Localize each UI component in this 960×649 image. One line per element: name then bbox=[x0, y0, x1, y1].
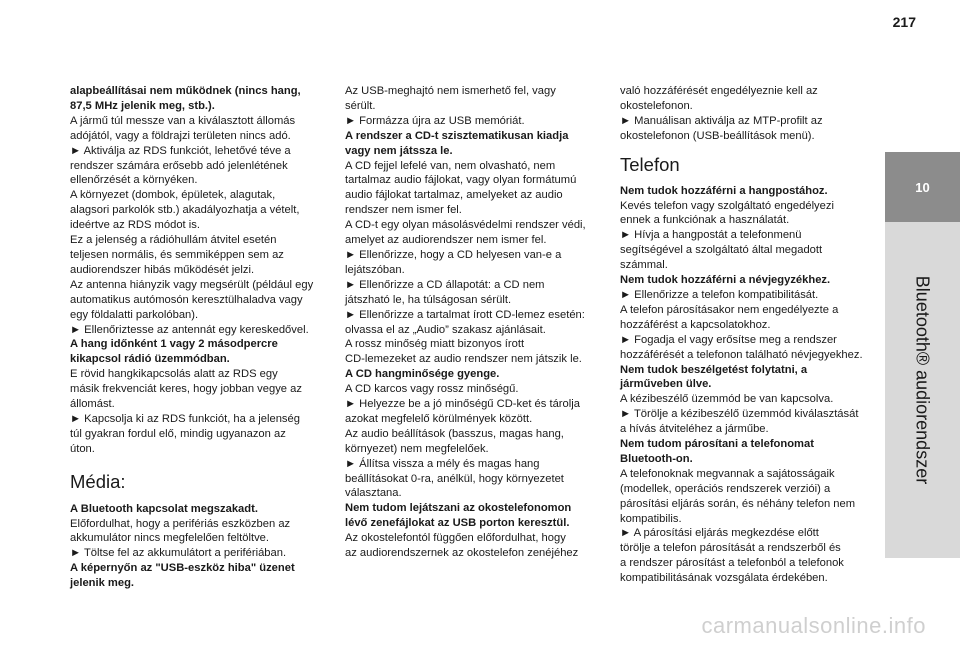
col1-lines-a bbox=[70, 84, 338, 457]
text-line: vagy nem játssza le. bbox=[345, 144, 453, 157]
text-line: Az okostelefontól függően előfordulhat, hogy bbox=[345, 532, 566, 545]
col1-lines-b bbox=[70, 502, 338, 591]
text-line: ► Ellenőrizze a telefon kompatibilitását. bbox=[620, 288, 819, 301]
column-2 bbox=[345, 84, 605, 561]
text-line: hozzáférését a telefonon található névjegyekhez. bbox=[620, 348, 863, 361]
text-line: rendszer számára erősebb adó jelenlétének bbox=[70, 159, 288, 172]
text-line: A CD fejjel lefelé van, nem olvasható, nem bbox=[345, 159, 556, 172]
text-line: Nem tudom lejátszani az okostelefonomon bbox=[345, 502, 572, 515]
text-line: Nem tudom párosítani a telefonomat bbox=[620, 438, 814, 451]
text-line: párosítási eljárás során, és néhány telefon nem bbox=[620, 497, 856, 510]
column-3 bbox=[620, 84, 876, 586]
text-line: járműveben ülve. bbox=[620, 378, 712, 391]
text-line: ideértve az RDS módot is. bbox=[70, 219, 200, 232]
text-line: audiorendszer hibás működését jelzi. bbox=[70, 263, 255, 276]
text-line: állomást. bbox=[70, 398, 115, 411]
text-line: alagsori parkolók stb.) akadályozhatja a vételt, bbox=[70, 204, 300, 217]
text-line: ► Törölje a kézibeszélő üzemmód kiválasztását bbox=[620, 408, 859, 421]
text-line: okostelefonon (USB-beállítások menü). bbox=[620, 129, 815, 142]
text-line: ► Állítsa vissza a mély és magas hang bbox=[345, 457, 540, 470]
text-line: azokat megfelelő körülmények között. bbox=[345, 412, 533, 425]
text-line: egy földalatti parkolóban). bbox=[70, 308, 199, 321]
col3-lines-b bbox=[620, 184, 876, 586]
text-line: akkumulátor nincs megfelelően feltöltve. bbox=[70, 532, 269, 545]
text-line: ► Helyezze be a jó minőségű CD-ket és tárolja bbox=[345, 398, 580, 411]
text-line: A telefon párosításakor nem engedélyezte a bbox=[620, 303, 839, 316]
text-line: ► Ellenőrizze a CD állapotát: a CD nem bbox=[345, 278, 545, 291]
text-line: sérült. bbox=[345, 99, 376, 112]
text-line: ennek a funkciónak a használatát. bbox=[620, 214, 790, 227]
text-line: kompatibilis. bbox=[620, 512, 682, 525]
text-line: kikapcsol rádió üzemmódban. bbox=[70, 353, 230, 366]
text-line: A hang időnként 1 vagy 2 másodpercre bbox=[70, 338, 278, 351]
text-line: A Bluetooth kapcsolat megszakadt. bbox=[70, 502, 258, 515]
text-line: választana. bbox=[345, 487, 402, 500]
text-line: Nem tudok hozzáférni a névjegyzékhez. bbox=[620, 274, 831, 287]
text-line: hozzáférést a kapcsolatokhoz. bbox=[620, 318, 771, 331]
text-line: ► Hívja a hangpostát a telefonmenü bbox=[620, 229, 802, 242]
text-line: A rendszer a CD-t szisztematikusan kiadja bbox=[345, 129, 569, 142]
text-line: A telefonoknak megvannak a sajátosságaik bbox=[620, 467, 835, 480]
text-line: túl gyakran fordul elő, mindig ugyanazon az bbox=[70, 427, 286, 440]
text-line: környezet) nem megfelelőek. bbox=[345, 442, 489, 455]
text-line: Bluetooth-on. bbox=[620, 452, 693, 465]
chapter-number-box: 10 bbox=[885, 152, 960, 222]
text-line: ► Ellenőriztesse az antennát egy kereskedővel. bbox=[70, 323, 309, 336]
text-line: A rossz minőség miatt bizonyos írott bbox=[345, 338, 525, 351]
text-line: A jármű túl messze van a kiválasztott állomás bbox=[70, 114, 296, 127]
text-line: jelenik meg. bbox=[70, 577, 135, 590]
text-line: adójától, vagy a földrajzi területen nincs adó. bbox=[70, 129, 291, 142]
text-line: ► Ellenőrizze a tartalmat írott CD-lemez esetén: bbox=[345, 308, 585, 321]
text-line: törölje a telefon párosítását a rendszerből és bbox=[620, 542, 841, 555]
text-line: A CD-t egy olyan másolásvédelmi rendszer védi, bbox=[345, 219, 586, 232]
text-line: ► Manuálisan aktiválja az MTP-profilt az bbox=[620, 114, 823, 127]
text-line: játszható le, ha túlságosan sérült. bbox=[345, 293, 512, 306]
text-line: úton. bbox=[70, 442, 95, 455]
text-line: Az audio beállítások (basszus, magas hang, bbox=[345, 427, 564, 440]
text-line: ellenőrzését a környéken. bbox=[70, 174, 198, 187]
text-line: segítségével a szolgáltató által megadott bbox=[620, 244, 823, 257]
text-line: ► Aktiválja az RDS funkciót, lehetővé téve a bbox=[70, 144, 291, 157]
text-line: A kézibeszélő üzemmód be van kapcsolva. bbox=[620, 393, 834, 406]
text-line: a rendszer párosítást a telefonból a telefonok bbox=[620, 557, 844, 570]
text-line: A környezet (dombok, épületek, alagutak, bbox=[70, 189, 276, 202]
section-title-telefon: Telefon bbox=[620, 153, 680, 175]
text-line: beállításokat 0-ra, anélkül, hogy környezetet bbox=[345, 472, 564, 485]
text-line: CD-lemezeket az audio rendszer nem játszik le. bbox=[345, 353, 582, 366]
text-line: ► Töltse fel az akkumulátort a perifériában. bbox=[70, 547, 287, 560]
text-line: kompatibilitásának vozsgálata érdekében. bbox=[620, 572, 828, 585]
chapter-title: Bluetooth® audiorendszer bbox=[912, 275, 933, 485]
text-line: ► Ellenőrizze, hogy a CD helyesen van-e a bbox=[345, 248, 562, 261]
text-line: alapbeállításai nem működnek (nincs hang, bbox=[70, 85, 301, 97]
text-line: A CD hangminősége gyenge. bbox=[345, 368, 500, 381]
text-line: ► A párosítási eljárás megkezdése előtt bbox=[620, 527, 819, 540]
text-line: okostelefonon. bbox=[620, 99, 693, 112]
section-title-media: Média: bbox=[70, 470, 126, 492]
text-line: E rövid hangkikapcsolás alatt az RDS egy bbox=[70, 368, 278, 381]
text-line: Az antenna hiányzik vagy megsérült (például egy bbox=[70, 278, 314, 291]
page-number: 217 bbox=[892, 14, 916, 30]
text-line: az audiorendszernek az okostelefon zenéjéhez bbox=[345, 547, 579, 560]
text-line: olvassa el az „Audio” szakasz ajánlásait. bbox=[345, 323, 546, 336]
text-line: tartalmaz audio fájlokat, vagy olyan formátumú bbox=[345, 174, 577, 187]
text-line: a hívás átviteléhez a járműbe. bbox=[620, 423, 769, 436]
text-line: ► Fogadja el vagy erősítse meg a rendszer bbox=[620, 333, 837, 346]
text-line: lévő zenefájlokat az USB porton keresztül. bbox=[345, 517, 570, 530]
text-line: Az USB-meghajtó nem ismerhető fel, vagy bbox=[345, 85, 556, 97]
text-line: ► Formázza újra az USB memóriát. bbox=[345, 114, 525, 127]
col2-lines bbox=[345, 84, 605, 561]
text-line: Nem tudok beszélgetést folytatni, a bbox=[620, 363, 808, 376]
watermark: carmanualsonline.info bbox=[701, 613, 926, 638]
text-line: való hozzáférését engedélyeznie kell az bbox=[620, 85, 818, 97]
text-line: automatikus autómosón keresztülhaladva vagy bbox=[70, 293, 303, 306]
col3-lines-a bbox=[620, 84, 876, 144]
text-line: A CD karcos vagy rossz minőségű. bbox=[345, 383, 519, 396]
text-line: Előfordulhat, hogy a perifériás eszközben az bbox=[70, 517, 291, 530]
column-1 bbox=[70, 84, 338, 591]
text-line: amelyet az audiorendszer nem ismer fel. bbox=[345, 234, 547, 247]
text-line: Nem tudok hozzáférni a hangpostához. bbox=[620, 184, 828, 197]
text-line: teljesen normális, és semmiképpen sem az bbox=[70, 248, 284, 261]
text-line: A képernyőn az "USB-eszköz hiba" üzenet bbox=[70, 562, 295, 575]
text-line: 87,5 MHz jelenik meg, stb.). bbox=[70, 99, 215, 112]
text-line: ► Kapcsolja ki az RDS funkciót, ha a jelenség bbox=[70, 412, 300, 425]
text-line: lejátszóban. bbox=[345, 263, 405, 276]
text-line: számmal. bbox=[620, 259, 668, 272]
text-line: Kevés telefon vagy szolgáltató engedélyezi bbox=[620, 199, 834, 212]
text-line: rendszer nem ismer fel. bbox=[345, 204, 462, 217]
text-line: másik frekvenciát keres, hogy jobban vegye az bbox=[70, 383, 302, 396]
text-line: (modellek, operációs rendszerek verziói) a bbox=[620, 482, 831, 495]
text-line: Ez a jelenség a rádióhullám átvitel esetén bbox=[70, 234, 277, 247]
text-line: audio fájlokat tartalmaz, amelyeket az audio bbox=[345, 189, 563, 202]
